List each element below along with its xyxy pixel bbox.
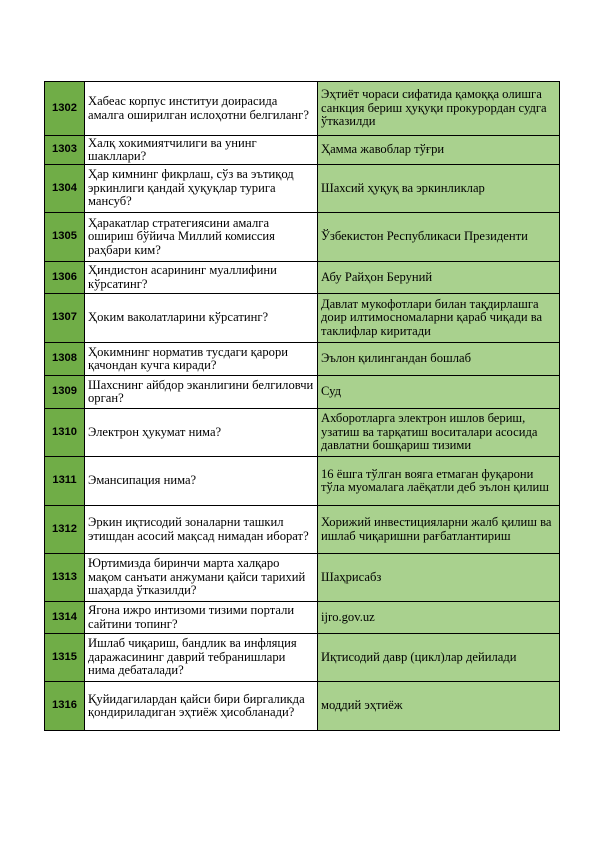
question-cell: Юртимизда биринчи марта халқаро мақом санъати анжумани қайси тарихий шаҳарда ўтказилди?	[85, 554, 318, 602]
answer-cell: Шахсий ҳуқуқ ва эркинликлар	[318, 165, 560, 213]
question-cell: Ҳиндистон асарининг муаллифини кўрсатинг?	[85, 262, 318, 294]
answer-cell: моддий эҳтиёж	[318, 682, 560, 731]
qa-table	[44, 81, 560, 731]
table-row	[45, 602, 560, 634]
row-number: 1316	[45, 682, 85, 731]
answer-cell: Давлат мукофотлари билан тақдирлашга доир илтимосномаларни қараб чиқади ва таклифлар киритади	[318, 294, 560, 343]
table-row	[45, 82, 560, 136]
row-number: 1302	[45, 82, 85, 136]
row-number: 1308	[45, 343, 85, 376]
question-cell: Қуйидагилардан қайси бири биргаликда қондириладиган эҳтиёж ҳисобланади?	[85, 682, 318, 731]
row-number: 1305	[45, 213, 85, 262]
table-row	[45, 682, 560, 731]
answer-cell: ijro.gov.uz	[318, 602, 560, 634]
question-cell: Шахснинг айбдор эканлигини белгиловчи орган?	[85, 376, 318, 409]
answer-cell: Ҳамма жавоблар тўғри	[318, 136, 560, 165]
answer-cell: 16 ёшга тўлган вояга етмаган фуқарони тўла муомалага лаёқатли деб эълон қилиш	[318, 457, 560, 506]
answer-cell: Эълон қилингандан бошлаб	[318, 343, 560, 376]
answer-cell: Абу Райҳон Беруний	[318, 262, 560, 294]
table-row	[45, 554, 560, 602]
row-number: 1306	[45, 262, 85, 294]
row-number: 1315	[45, 634, 85, 682]
row-number: 1303	[45, 136, 85, 165]
table-row	[45, 343, 560, 376]
table-row	[45, 634, 560, 682]
row-number: 1311	[45, 457, 85, 506]
row-number: 1310	[45, 409, 85, 457]
answer-cell: Хорижий инвестицияларни жалб қилиш ва ишлаб чиқаришни рағбатлантириш	[318, 506, 560, 554]
row-number: 1304	[45, 165, 85, 213]
question-cell: Ҳоким ваколатларини кўрсатинг?	[85, 294, 318, 343]
table-row	[45, 262, 560, 294]
answer-cell: Эҳтиёт чораси сифатида қамоққа олишга санкция бериш ҳуқуқи прокурордан судга ўтказилди	[318, 82, 560, 136]
table-row	[45, 165, 560, 213]
table-row	[45, 213, 560, 262]
question-cell: Ҳар кимнинг фикрлаш, сўз ва эътиқод эркинлиги қандай ҳуқуқлар турига мансуб?	[85, 165, 318, 213]
table-row	[45, 506, 560, 554]
answer-cell: Ахборотларга электрон ишлов бериш, узатиш ва тарқатиш воситалари асосида давлатни бошқариш тизими	[318, 409, 560, 457]
question-cell: Ҳаракатлар стратегиясини амалга ошириш бўйича Миллий комиссия раҳбари ким?	[85, 213, 318, 262]
row-number: 1307	[45, 294, 85, 343]
table-row	[45, 294, 560, 343]
row-number: 1309	[45, 376, 85, 409]
table-row	[45, 136, 560, 165]
question-cell: Халқ хокимиятчилиги ва унинг шакллари?	[85, 136, 318, 165]
answer-cell: Иқтисодий давр (цикл)лар дейилади	[318, 634, 560, 682]
row-number: 1312	[45, 506, 85, 554]
row-number: 1313	[45, 554, 85, 602]
question-cell: Ягона ижро интизоми тизими портали сайтини топинг?	[85, 602, 318, 634]
qa-table-body	[45, 82, 560, 731]
table-row	[45, 376, 560, 409]
answer-cell: Суд	[318, 376, 560, 409]
question-cell: Эмансипация нима?	[85, 457, 318, 506]
question-cell: Электрон ҳукумат нима?	[85, 409, 318, 457]
question-cell: Ишлаб чиқариш, бандлик ва инфляция даражасининг даврий тебранишлари нима дебаталади?	[85, 634, 318, 682]
row-number: 1314	[45, 602, 85, 634]
table-row	[45, 409, 560, 457]
question-cell: Хабеас корпус институи доирасида амалга оширилган ислоҳотни белгиланг?	[85, 82, 318, 136]
table-row	[45, 457, 560, 506]
answer-cell: Ўзбекистон Республикаси Президенти	[318, 213, 560, 262]
question-cell: Эркин иқтисодий зоналарни ташкил этишдан асосий мақсад нимадан иборат?	[85, 506, 318, 554]
answer-cell: Шаҳрисабз	[318, 554, 560, 602]
question-cell: Ҳокимнинг норматив тусдаги қарори қачондан кучга киради?	[85, 343, 318, 376]
